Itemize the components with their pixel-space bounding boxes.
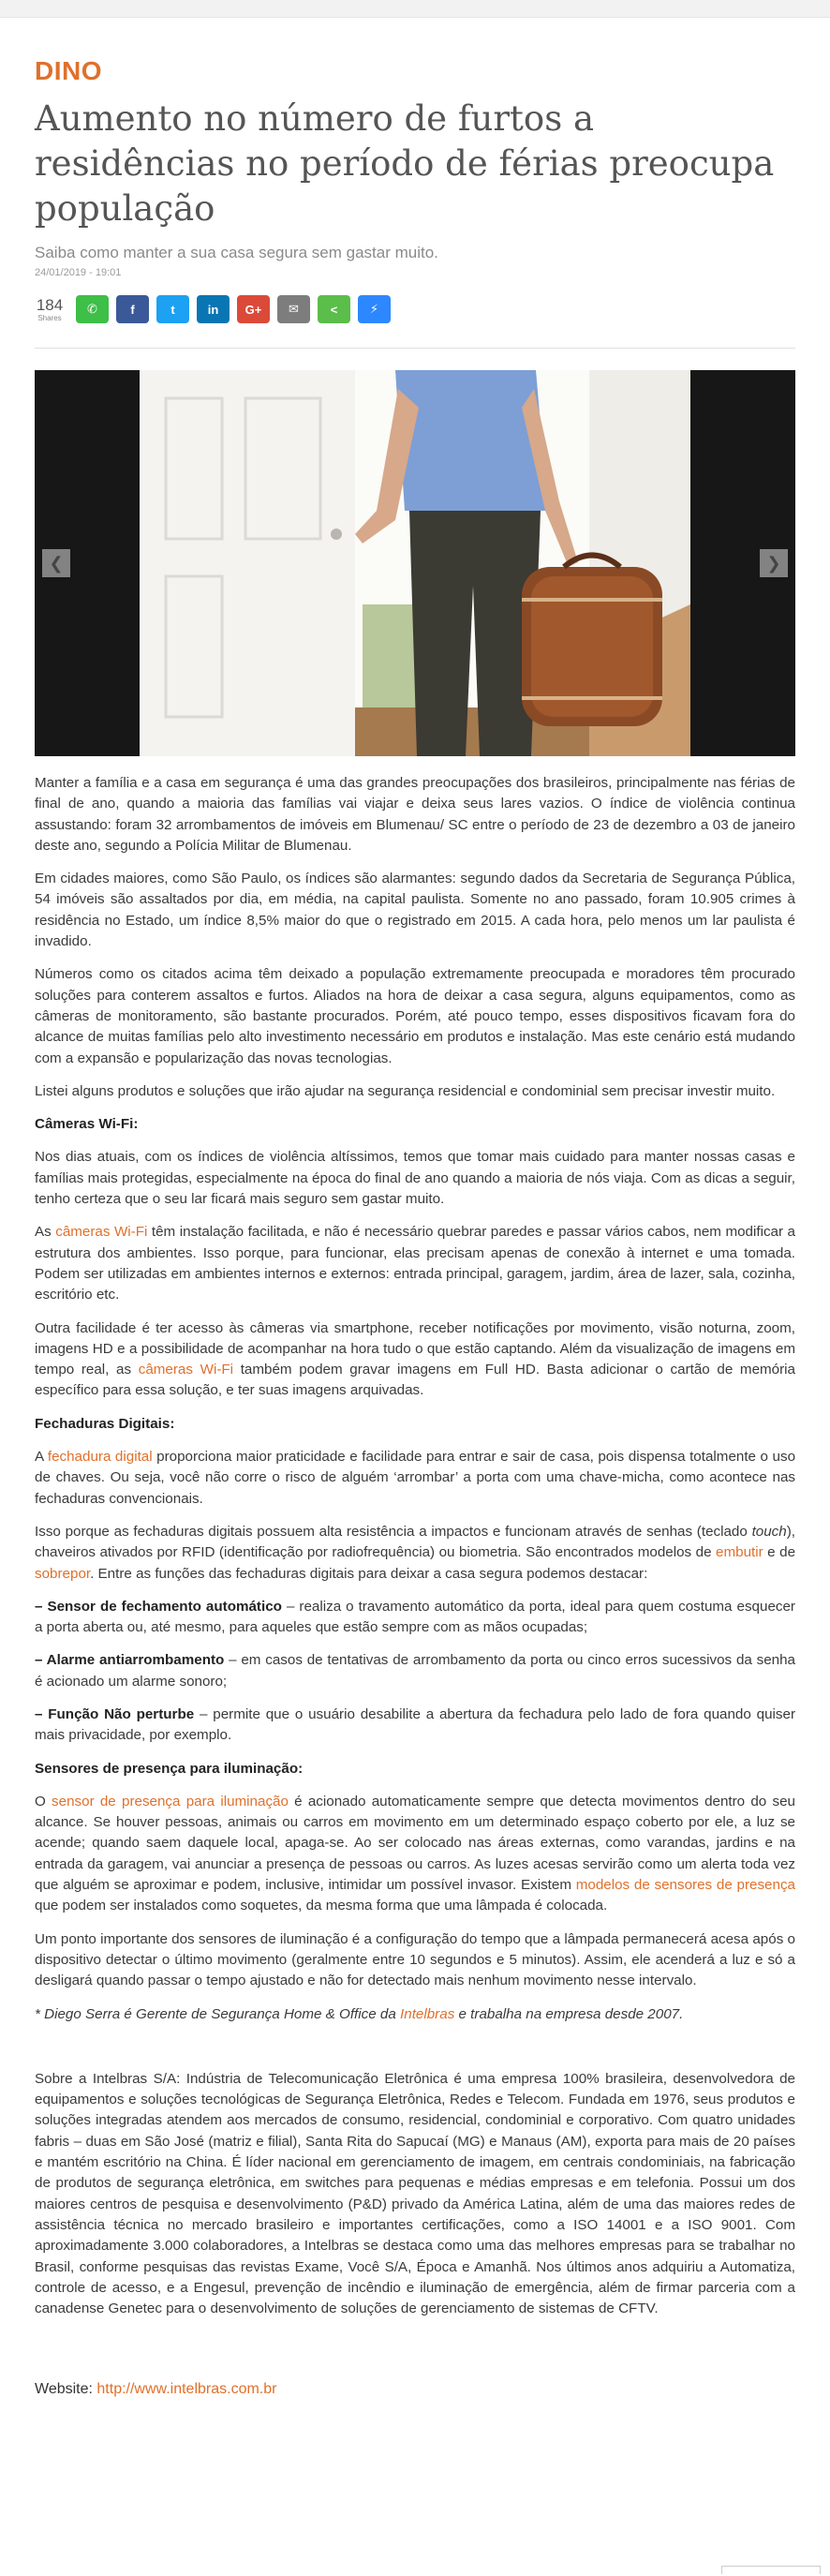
author-note <box>35 2004 795 2025</box>
paragraph <box>35 1597 795 1639</box>
article-title: Aumento no número de furtos a residências no período de férias preocupa população <box>35 98 775 229</box>
company-about: Sobre a Intelbras S/A: Indústria de Telecomunicação Eletrônica é uma empresa 100% brasileira, desenvolvedora de equipamentos e soluções tecnológicas de Segurança Eletrônica, Redes e Telecom. Fundada em 1976, seus produtos e soluções integradas atendem aos mercados de consumo, residencial, condominial e corporativo. Com quatro unidades fabris – duas em São José (matriz e filial), Santa Rita do Sapucaí (MG) e Manaus (AM), exporta para mais de 20 países e mantém escritório na China. É líder nacional em gerenciamento de imagem, em centrais condominiais, na fabricação de produtos de segurança eletrônica, em switches para pequenas e médias empresas e em telefonia. Possui um dos maiores centros de pesquisa e desenvolvimento (P&D) privado da América Latina, além de uma das maiores redes de assistência técnica no mercado brasileiro e importantes certificações, como a ISO 14001 e a ISO 9001. Com aproximadamente 3.000 colaboradores, a Intelbras se destaca como uma das melhores empresas para se trabalhar no Brasil, conforme pesquisas das revistas Exame, Você S/A, Época e Amanhã. Nos últimos anos adquiriu a Automatiza, controle de acesso, e a Engesul, prevenção de incêndio e iluminação de emergência, além de firmar parceria com a canadense Genetec para o desenvolvimento de soluções de gerenciamento de sistemas de CFTV. <box>35 2070 795 2317</box>
section-heading-sensores <box>35 1759 795 1779</box>
cameras-wifi-link[interactable]: câmeras Wi-Fi <box>55 1224 148 1241</box>
section-heading-cameras <box>35 1114 795 1135</box>
paragraph: Listei alguns produtos e soluções que irão ajudar na segurança residencial e condominial sem precisar investir muito. <box>35 1082 776 1099</box>
website-link[interactable]: http://www.intelbras.com.br <box>96 2381 277 2398</box>
category-label[interactable]: DINO <box>35 56 102 85</box>
text: e trabalha na empresa desde 2007. <box>454 2005 684 2022</box>
text: proporciona maior praticidade e facilidade para entrar e sair de casa, pois dispensa totalmente o uso de chaves. Ou seja, você não corre o risco de alguém ‘arrombar’ a porta com uma chave-micha, como acontece nas fechaduras convencionais. <box>35 1449 796 1507</box>
google-plus-share-button[interactable] <box>237 295 270 323</box>
article-date: 24/01/2019 - 19:01 <box>35 267 122 278</box>
heading-text: Câmeras Wi-Fi: <box>35 1116 139 1133</box>
whatsapp-icon: ✆ <box>87 302 97 316</box>
facebook-share-button[interactable] <box>116 295 149 323</box>
paragraph <box>35 1705 795 1747</box>
email-share-button[interactable] <box>277 295 310 323</box>
text: * Diego Serra é Gerente de Segurança Home & Office da <box>35 2005 401 2022</box>
top-navigation-bar <box>0 0 830 18</box>
embutir-link[interactable]: embutir <box>716 1544 763 1561</box>
paragraph: Manter a família e a casa em segurança é uma das grandes preocupações dos brasileiros, principalmente nas férias de final de ano, quando a maioria das famílias vai viajar e deixa seus lares vazios. O índice de violência continua assustando: foram 32 arrombamentos de imóveis em Blumenau/ SC entre o período de 23 de dezembro a 03 de janeiro deste ano, segundo a Polícia Militar de Blumenau. <box>35 775 795 854</box>
feature-title: – Alarme antiarrombamento <box>35 1652 225 1669</box>
article-body <box>35 773 795 2319</box>
hero-photo <box>35 370 795 756</box>
intelbras-link[interactable]: Intelbras <box>400 2005 455 2022</box>
paragraph <box>35 1650 795 1692</box>
paragraph: Nos dias atuais, com os índices de violência altíssimos, temos que tomar mais cuidado para manter nossas casas e famílias mais protegidas, especialmente na época do final de ano quando a maioria de nós viaja. Com as dicas a seguir, tenho certeza que o seu lar ficará mais seguro sem gastar muito. <box>35 1149 795 1208</box>
text: Isso porque as fechaduras digitais possuem alta resistência a impactos e funcionam através de senhas (teclado <box>35 1523 752 1540</box>
feature-title: – Sensor de fechamento automático <box>35 1598 282 1615</box>
text: – realiza o travamento automático da porta, ideal para quem costuma esquecer a porta aberta ou, até mesmo, para aqueles que estão sempre com as mãos ocupadas; <box>35 1598 795 1636</box>
divider <box>35 348 795 349</box>
sensor-presenca-link[interactable]: sensor de presença para iluminação <box>52 1793 289 1809</box>
twitter-icon: t <box>170 302 175 317</box>
paragraph: Um ponto importante dos sensores de iluminação é a configuração do tempo que a lâmpada permanecerá acesa após o dispositivo detectar o último movimento (geralmente entre 10 segundos e 5 minutos). Assim, ele acenderá a luz e só a desligará quando passar o tempo ajustado e não for detectado mais nenhum movimento nesse intervalo. <box>35 1930 795 1989</box>
text: Outra facilidade é ter acesso às câmeras via smartphone, receber notificações por movimento, visão noturna, zoom, imagens HD e a possibilidade de acompanhar na hora tudo o que estão captando. Além da visualização de imagens em tempo real, as <box>35 1319 795 1378</box>
text: . Entre as funções das fechaduras digitais para deixar a casa segura podemos destacar: <box>90 1565 648 1582</box>
text: – permite que o usuário desabilite a abertura da fechadura pelo lado de fora quando quiser mais privacidade, por exemplo. <box>35 1705 795 1744</box>
website-label: Website: <box>35 2381 97 2398</box>
twitter-share-button[interactable] <box>156 295 189 323</box>
text: O <box>35 1793 52 1809</box>
share-icon: < <box>330 302 338 317</box>
paragraph <box>35 1318 795 1402</box>
share-count-label: Shares <box>37 313 62 322</box>
messenger-icon: ⚡ <box>369 302 379 316</box>
text-emphasis: touch <box>751 1523 787 1540</box>
text: também podem gravar imagens em Full HD. Basta adicionar o cartão de memória específico para essa solução, e ter suas imagens arquivadas. <box>35 1362 795 1399</box>
text: As <box>35 1224 56 1241</box>
text: – em casos de tentativas de arrombamento da porta ou cinco erros sucessivos da senha é acionado um alarme sonoro; <box>35 1652 796 1690</box>
article-subtitle: Saiba como manter a sua casa segura sem gastar muito. <box>35 244 438 261</box>
modelos-sensores-link[interactable]: modelos de sensores de presença <box>575 1877 795 1894</box>
sobrepor-link[interactable]: sobrepor <box>35 1565 91 1582</box>
section-heading-fechaduras <box>35 1414 795 1435</box>
feature-title: – Função Não perturbe <box>35 1705 195 1722</box>
text: A <box>35 1449 48 1466</box>
share-bar <box>35 293 795 325</box>
slider-next-button[interactable]: ❯ <box>760 549 788 577</box>
website-line <box>35 2381 795 2398</box>
paragraph <box>35 1447 795 1510</box>
text: têm instalação facilitada, e não é necessário quebrar paredes e passar vários cabos, nem modificar a estrutura dos ambientes. Isso porque, para funcionar, elas precisam apenas de conexão à internet e uma tomada. Podem ser utilizadas em ambientes internos e externos: entrada principal, garagem, jardim, área de lazer, sala, cozinha, escritório etc. <box>35 1224 796 1303</box>
paragraph <box>35 1522 795 1585</box>
text: e de <box>763 1544 796 1561</box>
corner-widget <box>721 2566 821 2574</box>
linkedin-share-button[interactable] <box>197 295 230 323</box>
paragraph <box>35 1222 795 1305</box>
share-buttons <box>76 295 398 323</box>
paragraph <box>35 1792 795 1917</box>
image-slider <box>35 370 795 756</box>
paragraph: Em cidades maiores, como São Paulo, os índices são alarmantes: segundo dados da Secretaria de Segurança Pública, 54 imóveis são assaltados por dia, em média, na capital paulista. Somente no ano passado, foram 10.905 crimes à residência no Estado, um índice 8,5% maior do que o registrado em 2015. A cada hora, pelo menos um lar paulista é invadido. <box>35 871 795 950</box>
paragraph: Números como os citados acima têm deixado a população extremamente preocupada e moradores têm procurado soluções para conterem assaltos e furtos. Aliados na hora de deixar a casa segura, alguns equipamentos, como as câmeras de monitoramento, são bastante procurados. Porém, até pouco tempo, esses dispositivos ficavam fora do alcance de muitas famílias pelo alto investimento necessário em produtos e instalação. Mas este cenário está mudando com a expansão e popularização das novas tecnologias. <box>35 966 795 1066</box>
whatsapp-share-button[interactable] <box>76 295 109 323</box>
text: que podem ser instalados como soquetes, da mesma forma que uma lâmpada é colocada. <box>35 1898 608 1914</box>
text: é acionado automaticamente sempre que detecta movimentos dentro do seu alcance. Se houver pessoas, animais ou carros em movimento em um determinado espaço coberto por ele, a luz se acende; quando saem daquele local, apaga-se. Ao ser colocado nas áreas externas, como varandas, jardins e na entrada da garagem, vai anunciar a presença de pessoas ou carros. As luzes acesas servirão como um alerta toda vez que alguém se aproximar e podem, inclusive, intimidar um possível invasor. Existem <box>35 1793 795 1894</box>
google-plus-icon: G+ <box>245 302 262 317</box>
text: ), chaveiros ativados por RFID (identificação por radiofrequência) ou biometria. São encontrados modelos de <box>35 1523 795 1561</box>
slider-prev-button[interactable]: ❮ <box>42 549 70 577</box>
facebook-icon: f <box>130 302 135 317</box>
cameras-wifi-link[interactable]: câmeras Wi-Fi <box>138 1362 234 1378</box>
linkedin-icon: in <box>207 302 219 317</box>
heading-text: Sensores de presença para iluminação: <box>35 1760 304 1777</box>
heading-text: Fechaduras Digitais: <box>35 1415 175 1432</box>
email-icon: ✉ <box>289 302 299 316</box>
messenger-share-button[interactable] <box>358 295 391 323</box>
share-count-number: 184 <box>36 295 64 314</box>
fechadura-digital-link[interactable]: fechadura digital <box>47 1449 153 1466</box>
share-share-button[interactable] <box>318 295 350 323</box>
article-container <box>0 55 830 2398</box>
share-counter <box>35 297 65 322</box>
